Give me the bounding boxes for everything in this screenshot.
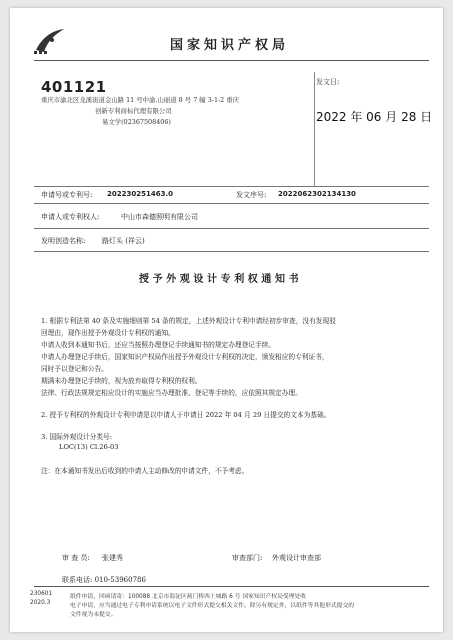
serial-label: 发文序号: xyxy=(236,191,267,199)
header-divider xyxy=(34,60,429,61)
footer-line-1: 纸件申请，回函请寄：100088 北京市海淀区蓟门桥西土城路 6 号 国家知识产权局受理处收 xyxy=(70,594,307,600)
date-label: 发文日: xyxy=(316,78,340,86)
document-title: 授予外观设计专利权通知书 xyxy=(139,274,303,285)
examiner: 张建秀 xyxy=(102,554,123,562)
note: 注：在本通知书发出后收到的申请人主动修改的申请文件，不予考虑。 xyxy=(41,467,249,475)
applicant-label: 申请人或专利权人: xyxy=(41,213,100,221)
phone: 联系电话: 010-53960786 xyxy=(62,576,146,584)
office-name: 国家知识产权局 xyxy=(170,38,290,53)
row-divider xyxy=(34,251,429,252)
department: 外观设计审查部 xyxy=(272,554,321,562)
address-line-1: 重庆市渝北区龙溪街道金山路 11 号中渝.山丽道 8 号 7 幢 3-1-2 重庆 xyxy=(41,96,240,104)
applicant: 中山市森德照明有限公司 xyxy=(121,213,198,221)
issue-date: 2022 年 06 月 28 日 xyxy=(316,110,433,124)
address-line-2: 创新专利商标代理有限公司 xyxy=(95,107,172,115)
form-code: 230601 xyxy=(30,591,53,597)
date-box xyxy=(314,72,433,186)
department-label: 审查部门: xyxy=(232,554,263,562)
paragraph-1-line-2: 回理由，现作出授予外观设计专利权的通知。 xyxy=(41,329,175,337)
application-no: 202230251463.0 xyxy=(107,190,173,198)
examiner-label: 审 查 员: xyxy=(62,554,90,562)
paragraph-1-line-7: 法律、行政法规规定相应设计的实施应当办理批准、登记等手续的，应依照其规定办理。 xyxy=(41,389,302,397)
paragraph-1-line-4: 申请人办理登记手续后，国家知识产权局作出授予外观设计专利权的决定，颁发相应的专利证书， xyxy=(41,353,329,361)
row-divider xyxy=(34,203,429,204)
footer-divider xyxy=(34,586,429,587)
notification-document xyxy=(10,8,443,632)
design-name-label: 发明创造名称: xyxy=(41,237,86,245)
classification-value: LOC(13) Cl.26-03 xyxy=(59,443,119,451)
design-name: 路灯头 (祥云) xyxy=(102,237,145,245)
paragraph-1-line-5: 同时予以登记和公告。 xyxy=(41,365,108,373)
paragraph-1-line-1: 1. 根据专利法第 40 条及实施细则第 54 条的规定，上述外观设计专利申请经初步审查，没有发现驳 xyxy=(41,317,336,325)
footer-line-3: 文件视为未提交。 xyxy=(70,612,117,618)
footer-line-2: 电子申请，应当通过电子专利申请系统以电子文件形式提交相关文件。除另有规定外，以纸件等其他形式提交的 xyxy=(70,603,355,609)
application-no-label: 申请号或专利号: xyxy=(41,191,93,199)
cnipa-emblem-icon xyxy=(32,26,66,56)
row-divider xyxy=(34,228,429,229)
classification-label: 3. 国际外观设计分类号: xyxy=(41,433,112,441)
form-version: 2020.3 xyxy=(30,600,51,606)
serial-no: 2022062302134130 xyxy=(278,190,356,198)
contact: 易文学(02367508406) xyxy=(102,118,171,126)
paragraph-1-line-3: 申请人收到本通知书后，还应当按照办理登记手续通知书的规定办理登记手续。 xyxy=(41,341,276,349)
paragraph-2: 2. 授予专利权的外观设计专利申请是以申请人于申请日 2022 年 04 月 29 日提交的文本为基础。 xyxy=(41,411,331,419)
row-divider xyxy=(34,186,429,187)
postcode: 401121 xyxy=(41,78,107,96)
paragraph-1-line-6: 期满未办理登记手续的，视为放弃取得专利权的权利。 xyxy=(41,377,202,385)
